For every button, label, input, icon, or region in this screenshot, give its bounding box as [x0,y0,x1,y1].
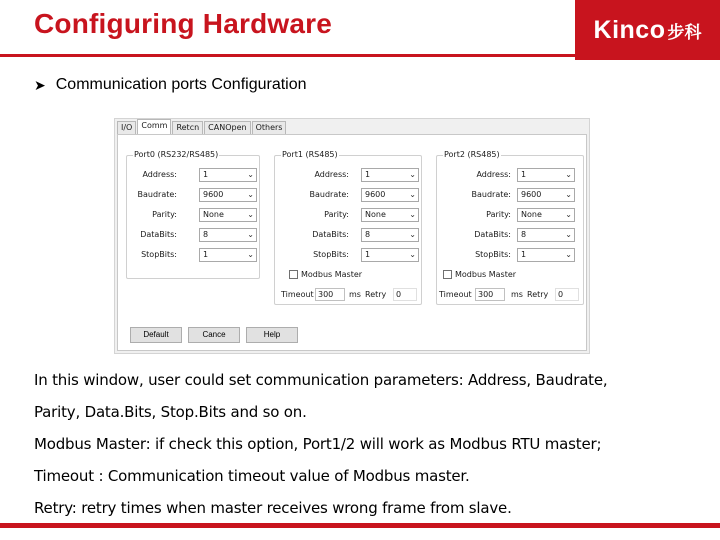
port1-modbus-master-checkbox[interactable] [289,270,298,279]
body-line-4: Timeout : Communication timeout value of Modbus master. [34,467,470,485]
cancel-button[interactable]: Cance [188,327,240,343]
port0-address-row [127,168,261,182]
port0-address-select[interactable] [199,168,257,182]
subtitle [34,76,307,94]
port2-databits-select[interactable] [517,228,575,242]
port2-timeout-row [437,288,585,302]
timeout-label: Timeout [281,290,314,299]
tab-retcn[interactable]: Retcn [172,121,203,135]
combo-value: 8 [521,230,527,239]
chevron-down-icon: ⌄ [565,190,572,199]
port2-baudrate-row [437,188,585,202]
port1-retry-input[interactable]: 0 [393,288,417,301]
port1-timeout-input[interactable]: 300 [315,288,345,301]
kinco-logo [575,0,720,60]
port0-stopbits-row [127,248,261,262]
port1-databits-select[interactable] [361,228,419,242]
tab-canopen[interactable]: CANOpen [204,121,250,135]
logo-cn-text: 步科 [667,22,702,43]
combo-value: 1 [365,250,371,259]
timeout-label: Timeout [439,290,472,299]
body-line-2: Parity, Data.Bits, Stop.Bits and so on. [34,403,307,421]
port2-address-select[interactable] [517,168,575,182]
logo-text: Kinco [593,15,666,44]
port1-baudrate-select[interactable] [361,188,419,202]
ms-unit-label: ms [511,290,523,299]
tab-others[interactable]: Others [252,121,287,135]
combo-value: 1 [203,170,209,179]
stopbits-label: StopBits: [141,250,177,259]
port0-baudrate-select[interactable] [199,188,257,202]
address-label: Address: [142,170,177,179]
chevron-down-icon: ⌄ [409,210,416,219]
baudrate-label: Baudrate: [309,190,349,199]
combo-value: 9600 [521,190,542,199]
dialog-tabs [117,121,287,135]
combo-value: 8 [365,230,371,239]
port1-group [274,150,422,305]
combo-value: 1 [203,250,209,259]
arrow-bullet-icon: ➤ [34,76,46,93]
chevron-down-icon: ⌄ [565,210,572,219]
port2-stopbits-row [437,248,585,262]
port2-group [436,150,584,305]
help-button[interactable]: Help [246,327,298,343]
baudrate-label: Baudrate: [137,190,177,199]
port1-parity-select[interactable] [361,208,419,222]
retry-label: Retry [527,290,549,299]
port2-address-row [437,168,585,182]
port1-modbus-master-row [289,270,362,279]
chevron-down-icon: ⌄ [247,190,254,199]
parity-label: Parity: [324,210,349,219]
chevron-down-icon: ⌄ [409,170,416,179]
tab-comm[interactable]: Comm [137,119,171,135]
databits-label: DataBits: [140,230,177,239]
port0-databits-select[interactable] [199,228,257,242]
default-button[interactable]: Default [130,327,182,343]
tab-io[interactable]: I/O [117,121,136,135]
body-line-3: Modbus Master: if check this option, Port1/2 will work as Modbus RTU master; [34,435,602,453]
address-label: Address: [476,170,511,179]
port2-retry-input[interactable]: 0 [555,288,579,301]
port1-title: Port1 (RS485) [282,150,338,159]
chevron-down-icon: ⌄ [409,230,416,239]
chevron-down-icon: ⌄ [409,250,416,259]
port2-stopbits-select[interactable] [517,248,575,262]
chevron-down-icon: ⌄ [247,210,254,219]
port2-databits-row [437,228,585,242]
body-line-5: Retry: retry times when master receives wrong frame from slave. [34,499,512,517]
address-label: Address: [314,170,349,179]
stopbits-label: StopBits: [475,250,511,259]
modbus-master-label: Modbus Master [455,270,517,279]
combo-value: None [521,210,542,219]
databits-label: DataBits: [474,230,511,239]
chevron-down-icon: ⌄ [409,190,416,199]
modbus-master-label: Modbus Master [301,270,363,279]
parity-label: Parity: [152,210,177,219]
port1-timeout-row [275,288,423,302]
port0-group [126,150,260,279]
combo-value: 8 [203,230,209,239]
port1-parity-row [275,208,423,222]
port1-databits-row [275,228,423,242]
parity-label: Parity: [486,210,511,219]
port0-parity-row [127,208,261,222]
port0-parity-select[interactable] [199,208,257,222]
combo-value: 1 [521,170,527,179]
slide-title: Configuring Hardware [34,8,333,39]
port2-parity-select[interactable] [517,208,575,222]
port0-databits-row [127,228,261,242]
ms-unit-label: ms [349,290,361,299]
port2-timeout-input[interactable]: 300 [475,288,505,301]
chevron-down-icon: ⌄ [247,230,254,239]
stopbits-label: StopBits: [313,250,349,259]
port1-address-row [275,168,423,182]
port2-modbus-master-row [443,270,516,279]
chevron-down-icon: ⌄ [247,170,254,179]
port2-baudrate-select[interactable] [517,188,575,202]
footer-divider [0,523,720,528]
port0-title: Port0 (RS232/RS485) [134,150,219,159]
port1-stopbits-select[interactable] [361,248,419,262]
comm-tab-panel [117,134,587,351]
combo-value: 1 [521,250,527,259]
retry-label: Retry [365,290,387,299]
chevron-down-icon: ⌄ [247,250,254,259]
combo-value: None [365,210,386,219]
port1-stopbits-row [275,248,423,262]
port1-baudrate-row [275,188,423,202]
combo-value: 1 [365,170,371,179]
port2-title: Port2 (RS485) [444,150,500,159]
body-line-1: In this window, user could set communication parameters: Address, Baudrate, [34,371,608,389]
port2-modbus-master-checkbox[interactable] [443,270,452,279]
baudrate-label: Baudrate: [471,190,511,199]
subtitle-text: Communication ports Configuration [55,76,307,93]
combo-value: 9600 [203,190,224,199]
chevron-down-icon: ⌄ [565,170,572,179]
title-divider [0,54,720,57]
port0-stopbits-select[interactable] [199,248,257,262]
combo-value: 9600 [365,190,386,199]
combo-value: None [203,210,224,219]
comm-config-dialog [114,118,590,354]
chevron-down-icon: ⌄ [565,250,572,259]
databits-label: DataBits: [312,230,349,239]
port2-parity-row [437,208,585,222]
port1-address-select[interactable] [361,168,419,182]
port0-baudrate-row [127,188,261,202]
chevron-down-icon: ⌄ [565,230,572,239]
